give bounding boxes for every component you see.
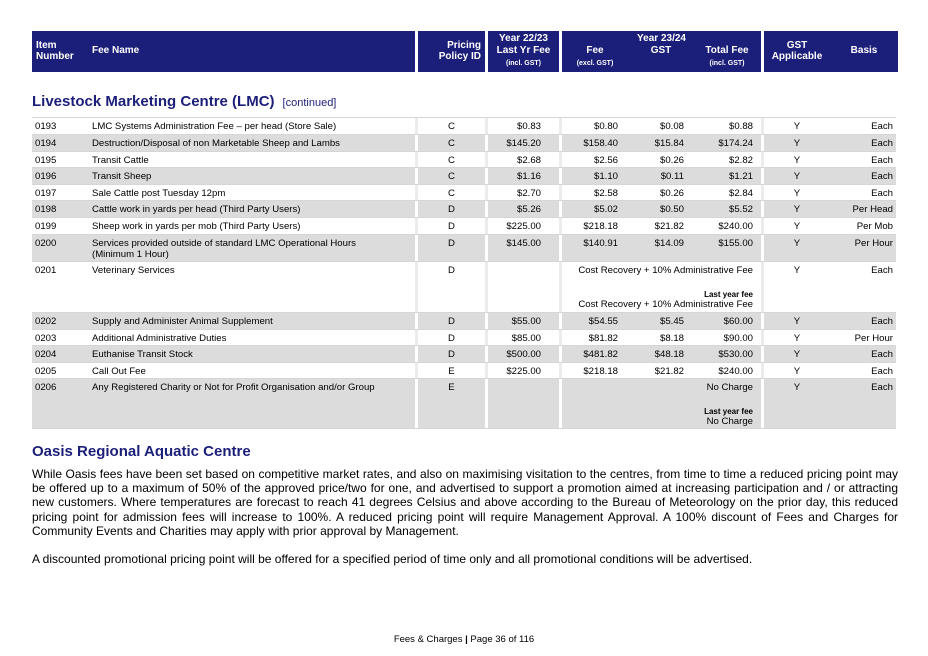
header-basis: Basis [850, 45, 878, 56]
cell-total-fee: $530.00 [718, 349, 753, 360]
cell-basis: Each [871, 366, 893, 377]
cell-last-year-value: Cost Recovery + 10% Administrative Fee [578, 299, 753, 310]
cell-gst-applicable: Y [793, 316, 801, 327]
cell-basis: Per Head [852, 204, 893, 215]
header-total-fee: Total Fee [705, 45, 749, 56]
cell-basis: Each [871, 171, 893, 182]
cell-fee: $81.82 [588, 333, 618, 344]
column-divider [485, 235, 488, 261]
table-row [32, 329, 896, 345]
column-divider [485, 168, 488, 184]
cell-pricing-policy: C [448, 121, 455, 132]
cell-fee: $218.18 [583, 221, 618, 232]
column-divider [559, 363, 562, 378]
column-divider [559, 152, 562, 167]
cell-total-fee: $1.21 [728, 171, 753, 182]
column-divider [485, 201, 488, 217]
header-incl-gst-a: (incl. GST) [506, 60, 541, 67]
cell-gst-applicable: Y [793, 366, 801, 377]
header-year-2324: Year 23/24 [637, 33, 686, 44]
cell-fee-name: Sheep work in yards per mob (Third Party Users) [92, 221, 301, 232]
cell-last-year-label: Last year fee [704, 407, 753, 416]
cell-pricing-policy: D [448, 204, 455, 215]
cell-fee: $0.80 [593, 121, 618, 132]
column-divider [485, 330, 488, 345]
cell-fee: $2.58 [593, 188, 618, 199]
cell-fee: $140.91 [583, 238, 618, 249]
cell-total-fee: $240.00 [718, 221, 753, 232]
cell-fee-name: Cattle work in yards per head (Third Party Users) [92, 204, 301, 215]
cell-item-number: 0194 [35, 138, 57, 149]
cell-item-number: 0201 [35, 265, 57, 276]
cell-last-year-label: Last year fee [704, 290, 753, 299]
header-block-item-name [32, 31, 415, 72]
cell-basis: Each [871, 265, 893, 276]
cell-gst: $0.26 [659, 188, 684, 199]
header-block-year-2324 [562, 31, 761, 72]
cell-gst: $21.82 [654, 221, 684, 232]
continued-label: [continued] [282, 97, 337, 109]
cell-gst: $21.82 [654, 366, 684, 377]
cell-fee: $1.10 [593, 171, 618, 182]
cell-gst-applicable: Y [793, 204, 801, 215]
cell-item-number: 0205 [35, 366, 57, 377]
cell-gst-applicable: Y [793, 171, 801, 182]
cell-item-number: 0195 [35, 155, 57, 166]
cell-pricing-policy: D [448, 265, 455, 276]
table-row [32, 378, 896, 429]
cell-last-yr-fee: $225.00 [506, 366, 541, 377]
cell-fee-name-line2: (Minimum 1 Hour) [92, 249, 169, 260]
header-item-number-line1: Item [36, 40, 57, 51]
table-row [32, 217, 896, 234]
cell-pricing-policy: E [448, 382, 455, 393]
cell-total-fee: $60.00 [723, 316, 753, 327]
cell-item-number: 0200 [35, 238, 57, 249]
cell-last-yr-fee: $55.00 [511, 316, 541, 327]
cell-last-yr-fee: $0.83 [516, 121, 541, 132]
cell-last-yr-fee: $2.68 [516, 155, 541, 166]
cell-basis: Each [871, 121, 893, 132]
cell-item-number: 0196 [35, 171, 57, 182]
cell-fee: $218.18 [583, 366, 618, 377]
cell-basis: Each [871, 188, 893, 199]
cell-gst: $0.26 [659, 155, 684, 166]
header-item-number-line2: Number [36, 51, 74, 62]
cell-fee-name: Transit Sheep [92, 171, 152, 182]
header-year-2223: Year 22/23 [499, 33, 548, 44]
cell-fee-name: LMC Systems Administration Fee – per head (Store Sale) [92, 121, 337, 132]
cell-total-fee: $2.82 [728, 155, 753, 166]
cell-span-fee: No Charge [706, 382, 753, 393]
column-divider [485, 218, 488, 234]
cell-gst-applicable: Y [793, 238, 801, 249]
column-divider [559, 379, 562, 428]
cell-basis: Per Hour [854, 333, 893, 344]
cell-basis: Per Hour [854, 238, 893, 249]
cell-fee-name: Additional Administrative Duties [92, 333, 227, 344]
header-item-number [36, 40, 74, 62]
cell-item-number: 0203 [35, 333, 57, 344]
cell-fee-name: Supply and Administer Animal Supplement [92, 316, 273, 327]
column-divider [485, 363, 488, 378]
cell-basis: Each [871, 349, 893, 360]
cell-gst: $8.18 [659, 333, 684, 344]
column-divider [485, 185, 488, 200]
column-divider [559, 201, 562, 217]
header-fee: Fee [586, 45, 604, 56]
cell-last-yr-fee: $85.00 [511, 333, 541, 344]
cell-total-fee: $5.52 [728, 204, 753, 215]
cell-gst: $0.08 [659, 121, 684, 132]
header-block-last-year [488, 31, 559, 72]
header-pricing-policy [439, 40, 481, 62]
column-divider [485, 346, 488, 362]
header-excl-gst: (excl. GST) [576, 60, 614, 67]
cell-item-number: 0206 [35, 382, 57, 393]
cell-pricing-policy: C [448, 171, 455, 182]
footer-separator: | [465, 634, 468, 645]
column-divider [559, 185, 562, 200]
column-divider [485, 379, 488, 428]
cell-fee-name: Euthanise Transit Stock [92, 349, 193, 360]
cell-gst: $14.09 [654, 238, 684, 249]
cell-basis: Each [871, 382, 893, 393]
column-divider [559, 262, 562, 312]
table-row [32, 200, 896, 217]
cell-fee-name: Veterinary Services [92, 265, 175, 276]
cell-pricing-policy: D [448, 333, 455, 344]
section-title-lmc [32, 93, 336, 110]
cell-gst: $15.84 [654, 138, 684, 149]
header-gst-applicable [764, 40, 830, 62]
cell-total-fee: $240.00 [718, 366, 753, 377]
column-divider [559, 218, 562, 234]
footer-page-number: Page 36 of 116 [470, 634, 535, 645]
cell-item-number: 0193 [35, 121, 57, 132]
cell-total-fee: $90.00 [723, 333, 753, 344]
cell-pricing-policy: D [448, 349, 455, 360]
cell-gst-applicable: Y [793, 121, 801, 132]
cell-fee: $2.56 [593, 155, 618, 166]
table-row [32, 345, 896, 362]
section-title-lmc-text: Livestock Marketing Centre (LMC) [32, 93, 275, 110]
cell-gst: $5.45 [659, 316, 684, 327]
cell-item-number: 0198 [35, 204, 57, 215]
section-title-oasis: Oasis Regional Aquatic Centre [32, 443, 251, 460]
cell-gst-applicable: Y [793, 138, 801, 149]
cell-item-number: 0199 [35, 221, 57, 232]
cell-total-fee: $155.00 [718, 238, 753, 249]
header-block-policy [418, 31, 485, 72]
header-fee-name: Fee Name [92, 45, 140, 56]
table-row [32, 261, 896, 312]
header-gst-app-line1: GST [786, 40, 808, 51]
cell-last-yr-fee: $1.16 [516, 171, 541, 182]
cell-fee-name: Transit Cattle [92, 155, 149, 166]
cell-fee-name: Destruction/Disposal of non Marketable Sheep and Lambs [92, 138, 340, 149]
cell-gst-applicable: Y [793, 155, 801, 166]
cell-span-fee: Cost Recovery + 10% Administrative Fee [578, 265, 753, 276]
cell-gst: $0.50 [659, 204, 684, 215]
table-row [32, 362, 896, 378]
cell-fee-name: Sale Cattle post Tuesday 12pm [92, 188, 226, 199]
table-row [32, 167, 896, 184]
cell-pricing-policy: D [448, 238, 455, 249]
cell-basis: Each [871, 138, 893, 149]
cell-gst-applicable: Y [793, 333, 801, 344]
header-pricing-line1: Pricing [447, 40, 481, 51]
cell-gst-applicable: Y [793, 265, 801, 276]
cell-pricing-policy: D [448, 316, 455, 327]
cell-pricing-policy: C [448, 188, 455, 199]
cell-pricing-policy: C [448, 138, 455, 149]
cell-gst-applicable: Y [793, 221, 801, 232]
cell-last-yr-fee: $225.00 [506, 221, 541, 232]
table-row [32, 234, 896, 261]
cell-fee: $54.55 [588, 316, 618, 327]
cell-fee: $481.82 [583, 349, 618, 360]
cell-pricing-policy: D [448, 221, 455, 232]
header-pricing-line2: Policy ID [438, 51, 481, 62]
table-row [32, 312, 896, 329]
cell-basis: Each [871, 316, 893, 327]
table-row [32, 151, 896, 167]
table-row [32, 184, 896, 200]
page-footer [0, 634, 928, 645]
cell-last-yr-fee: $2.70 [516, 188, 541, 199]
cell-gst-applicable: Y [793, 382, 801, 393]
header-last-yr-fee: Last Yr Fee [496, 45, 551, 56]
table-row [32, 117, 896, 134]
cell-last-year-value: No Charge [706, 416, 753, 427]
header-gst-app-line2: Applicable [771, 51, 823, 62]
column-divider [485, 262, 488, 312]
cell-gst: $0.11 [660, 171, 684, 182]
cell-total-fee: $174.24 [718, 138, 753, 149]
header-block-gst-basis [764, 31, 898, 72]
cell-gst: $48.18 [654, 349, 684, 360]
cell-pricing-policy: E [448, 366, 455, 377]
column-divider [559, 346, 562, 362]
cell-pricing-policy: C [448, 155, 455, 166]
table-row [32, 134, 896, 151]
cell-basis: Each [871, 155, 893, 166]
header-incl-gst-b: (incl. GST) [709, 60, 745, 67]
cell-total-fee: $0.88 [728, 121, 753, 132]
fees-table [32, 117, 896, 429]
footer-doc-title: Fees & Charges [393, 634, 463, 645]
column-divider [559, 118, 562, 134]
cell-fee-name: Call Out Fee [92, 366, 146, 377]
cell-last-yr-fee: $145.20 [506, 138, 541, 149]
oasis-paragraph-2: A discounted promotional pricing point will be offered for a specified period of time only and all promotional conditions will be advertised. [32, 552, 753, 566]
column-divider [559, 235, 562, 261]
cell-last-yr-fee: $500.00 [506, 349, 541, 360]
cell-item-number: 0202 [35, 316, 57, 327]
cell-basis: Per Mob [856, 221, 893, 232]
cell-last-yr-fee: $5.26 [516, 204, 541, 215]
cell-last-yr-fee: $145.00 [506, 238, 541, 249]
column-divider [485, 118, 488, 134]
column-divider [485, 152, 488, 167]
cell-item-number: 0197 [35, 188, 57, 199]
column-divider [559, 330, 562, 345]
header-gst: GST [650, 45, 672, 56]
cell-fee: $158.40 [583, 138, 618, 149]
oasis-paragraph-1: While Oasis fees have been set based on competitive market rates, and also on maximising visitation to the centres, from time to time a reduced pricing point may be offered up to a maximum of 50% of the approved price/two for one, and advertised to support a promotion aimed at increasing participation and / or attracting new customers. Where temperatures are forecast to reach 41 degrees Celsius and above according to the Bureau of Meteorology on the prior day, this reduced pricing point for admission fees will increase to 100%. A reduced pricing point will require Management Approval. A 100% discount of Fees and Charges for Community Events and Charities may apply with prior approval by Management. [32, 467, 898, 538]
cell-item-number: 0204 [35, 349, 57, 360]
column-divider [559, 135, 562, 151]
column-divider [559, 168, 562, 184]
cell-gst-applicable: Y [793, 349, 801, 360]
column-divider [485, 313, 488, 329]
column-divider [485, 135, 488, 151]
column-divider [559, 313, 562, 329]
cell-fee: $5.02 [593, 204, 618, 215]
cell-fee-name: Services provided outside of standard LMC Operational Hours [92, 238, 356, 249]
cell-gst-applicable: Y [793, 188, 801, 199]
cell-total-fee: $2.84 [728, 188, 753, 199]
cell-fee-name: Any Registered Charity or Not for Profit Organisation and/or Group [92, 382, 375, 393]
